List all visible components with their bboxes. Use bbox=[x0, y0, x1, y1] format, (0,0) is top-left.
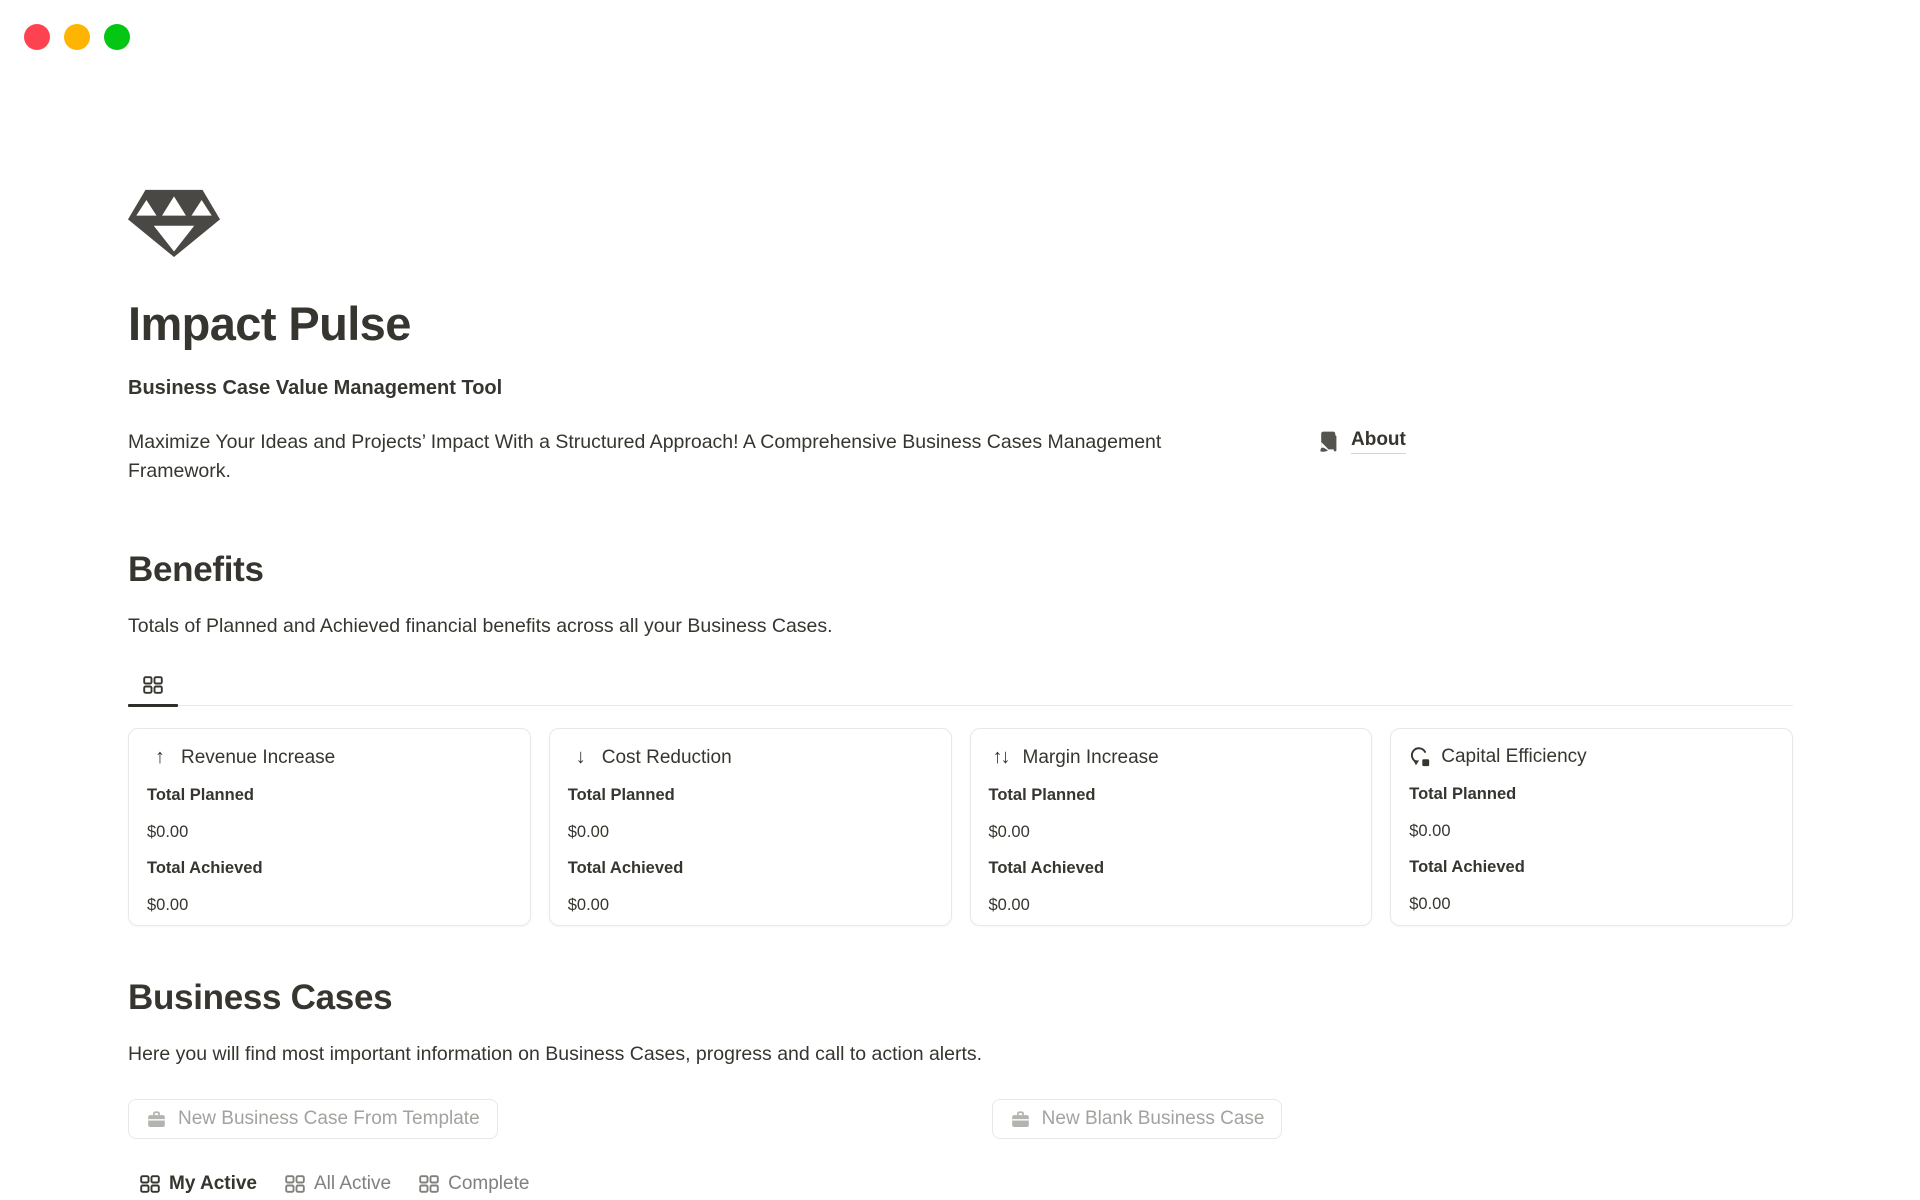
gallery-view-tab[interactable] bbox=[128, 665, 178, 705]
diamond-icon[interactable] bbox=[128, 188, 220, 258]
button-label: New Blank Business Case bbox=[1041, 1108, 1265, 1129]
tab-label: Complete bbox=[448, 1173, 530, 1194]
planned-value: $0.00 bbox=[1409, 822, 1451, 840]
planned-label: Total Planned bbox=[988, 786, 1096, 804]
planned-label: Total Planned bbox=[567, 786, 675, 804]
benefits-heading: Benefits bbox=[128, 550, 264, 589]
page-description: Maximize Your Ideas and Projects’ Impact With a Structured Approach! A Comprehensive Business Cases Management Framework. bbox=[128, 431, 1162, 482]
benefits-description: Totals of Planned and Achieved financial benefits across all your Business Cases. bbox=[128, 615, 833, 637]
card-margin-increase[interactable] bbox=[970, 728, 1373, 926]
new-blank-business-case-button[interactable] bbox=[992, 1099, 1283, 1139]
business-cases-heading: Business Cases bbox=[128, 978, 393, 1017]
achieved-label: Total Achieved bbox=[567, 859, 684, 877]
active-tab-indicator bbox=[128, 704, 178, 707]
benefits-view-tabbar bbox=[128, 665, 1793, 706]
business-cases-description: Here you will find most important information on Business Cases, progress and call to action alerts. bbox=[128, 1043, 983, 1065]
page-content bbox=[128, 0, 1793, 1195]
gallery-grid-icon bbox=[419, 1174, 439, 1194]
card-title: Cost Reduction bbox=[601, 746, 732, 768]
tab-label: All Active bbox=[314, 1173, 392, 1194]
arrow-up-down-icon: ↑↓ bbox=[992, 746, 1009, 768]
planned-value: $0.00 bbox=[988, 823, 1030, 841]
gallery-grid-icon bbox=[285, 1174, 305, 1194]
about-link[interactable] bbox=[1316, 429, 1406, 454]
arrow-down-icon: ↓ bbox=[575, 746, 584, 768]
about-link-label: About bbox=[1351, 429, 1406, 454]
new-business-case-from-template-button[interactable] bbox=[128, 1099, 498, 1139]
briefcase-icon bbox=[146, 1109, 167, 1130]
planned-label: Total Planned bbox=[147, 786, 254, 804]
achieved-value: $0.00 bbox=[988, 896, 1030, 914]
tab-my-active[interactable] bbox=[140, 1173, 257, 1195]
button-label: New Business Case From Template bbox=[178, 1108, 480, 1129]
planned-label: Total Planned bbox=[1409, 785, 1517, 803]
planned-value: $0.00 bbox=[567, 823, 610, 841]
page-title: Impact Pulse bbox=[128, 297, 411, 350]
achieved-label: Total Achieved bbox=[1409, 858, 1525, 876]
briefcase-icon bbox=[1010, 1109, 1031, 1130]
close-window-button[interactable] bbox=[24, 24, 50, 50]
achieved-value: $0.00 bbox=[567, 896, 610, 914]
minimize-window-button[interactable] bbox=[64, 24, 90, 50]
tab-label: My Active bbox=[169, 1173, 257, 1194]
gallery-grid-icon bbox=[143, 675, 163, 695]
card-title: Margin Increase bbox=[1022, 746, 1159, 768]
card-cost-reduction[interactable] bbox=[549, 728, 952, 926]
capital-efficiency-icon bbox=[1409, 746, 1431, 768]
planned-value: $0.00 bbox=[147, 823, 189, 841]
tab-all-active[interactable] bbox=[285, 1173, 391, 1195]
arrow-up-icon: ↑ bbox=[155, 746, 163, 768]
card-title: Revenue Increase bbox=[181, 746, 336, 768]
business-cases-tabbar bbox=[128, 1173, 1793, 1195]
gallery-grid-icon bbox=[140, 1174, 160, 1194]
window-controls bbox=[24, 24, 130, 50]
benefit-cards bbox=[128, 728, 1793, 926]
achieved-value: $0.00 bbox=[1409, 895, 1451, 913]
tab-complete[interactable] bbox=[419, 1173, 529, 1195]
page-subtitle: Business Case Value Management Tool bbox=[128, 377, 503, 399]
card-revenue-increase[interactable] bbox=[128, 728, 531, 926]
card-capital-efficiency[interactable] bbox=[1390, 728, 1793, 926]
achieved-value: $0.00 bbox=[147, 896, 189, 914]
card-title: Capital Efficiency bbox=[1441, 746, 1587, 767]
achieved-label: Total Achieved bbox=[147, 859, 263, 877]
achieved-label: Total Achieved bbox=[988, 859, 1105, 877]
zoom-window-button[interactable] bbox=[104, 24, 130, 50]
business-cases-actions bbox=[128, 1099, 1793, 1139]
page-icon bbox=[1316, 429, 1341, 454]
